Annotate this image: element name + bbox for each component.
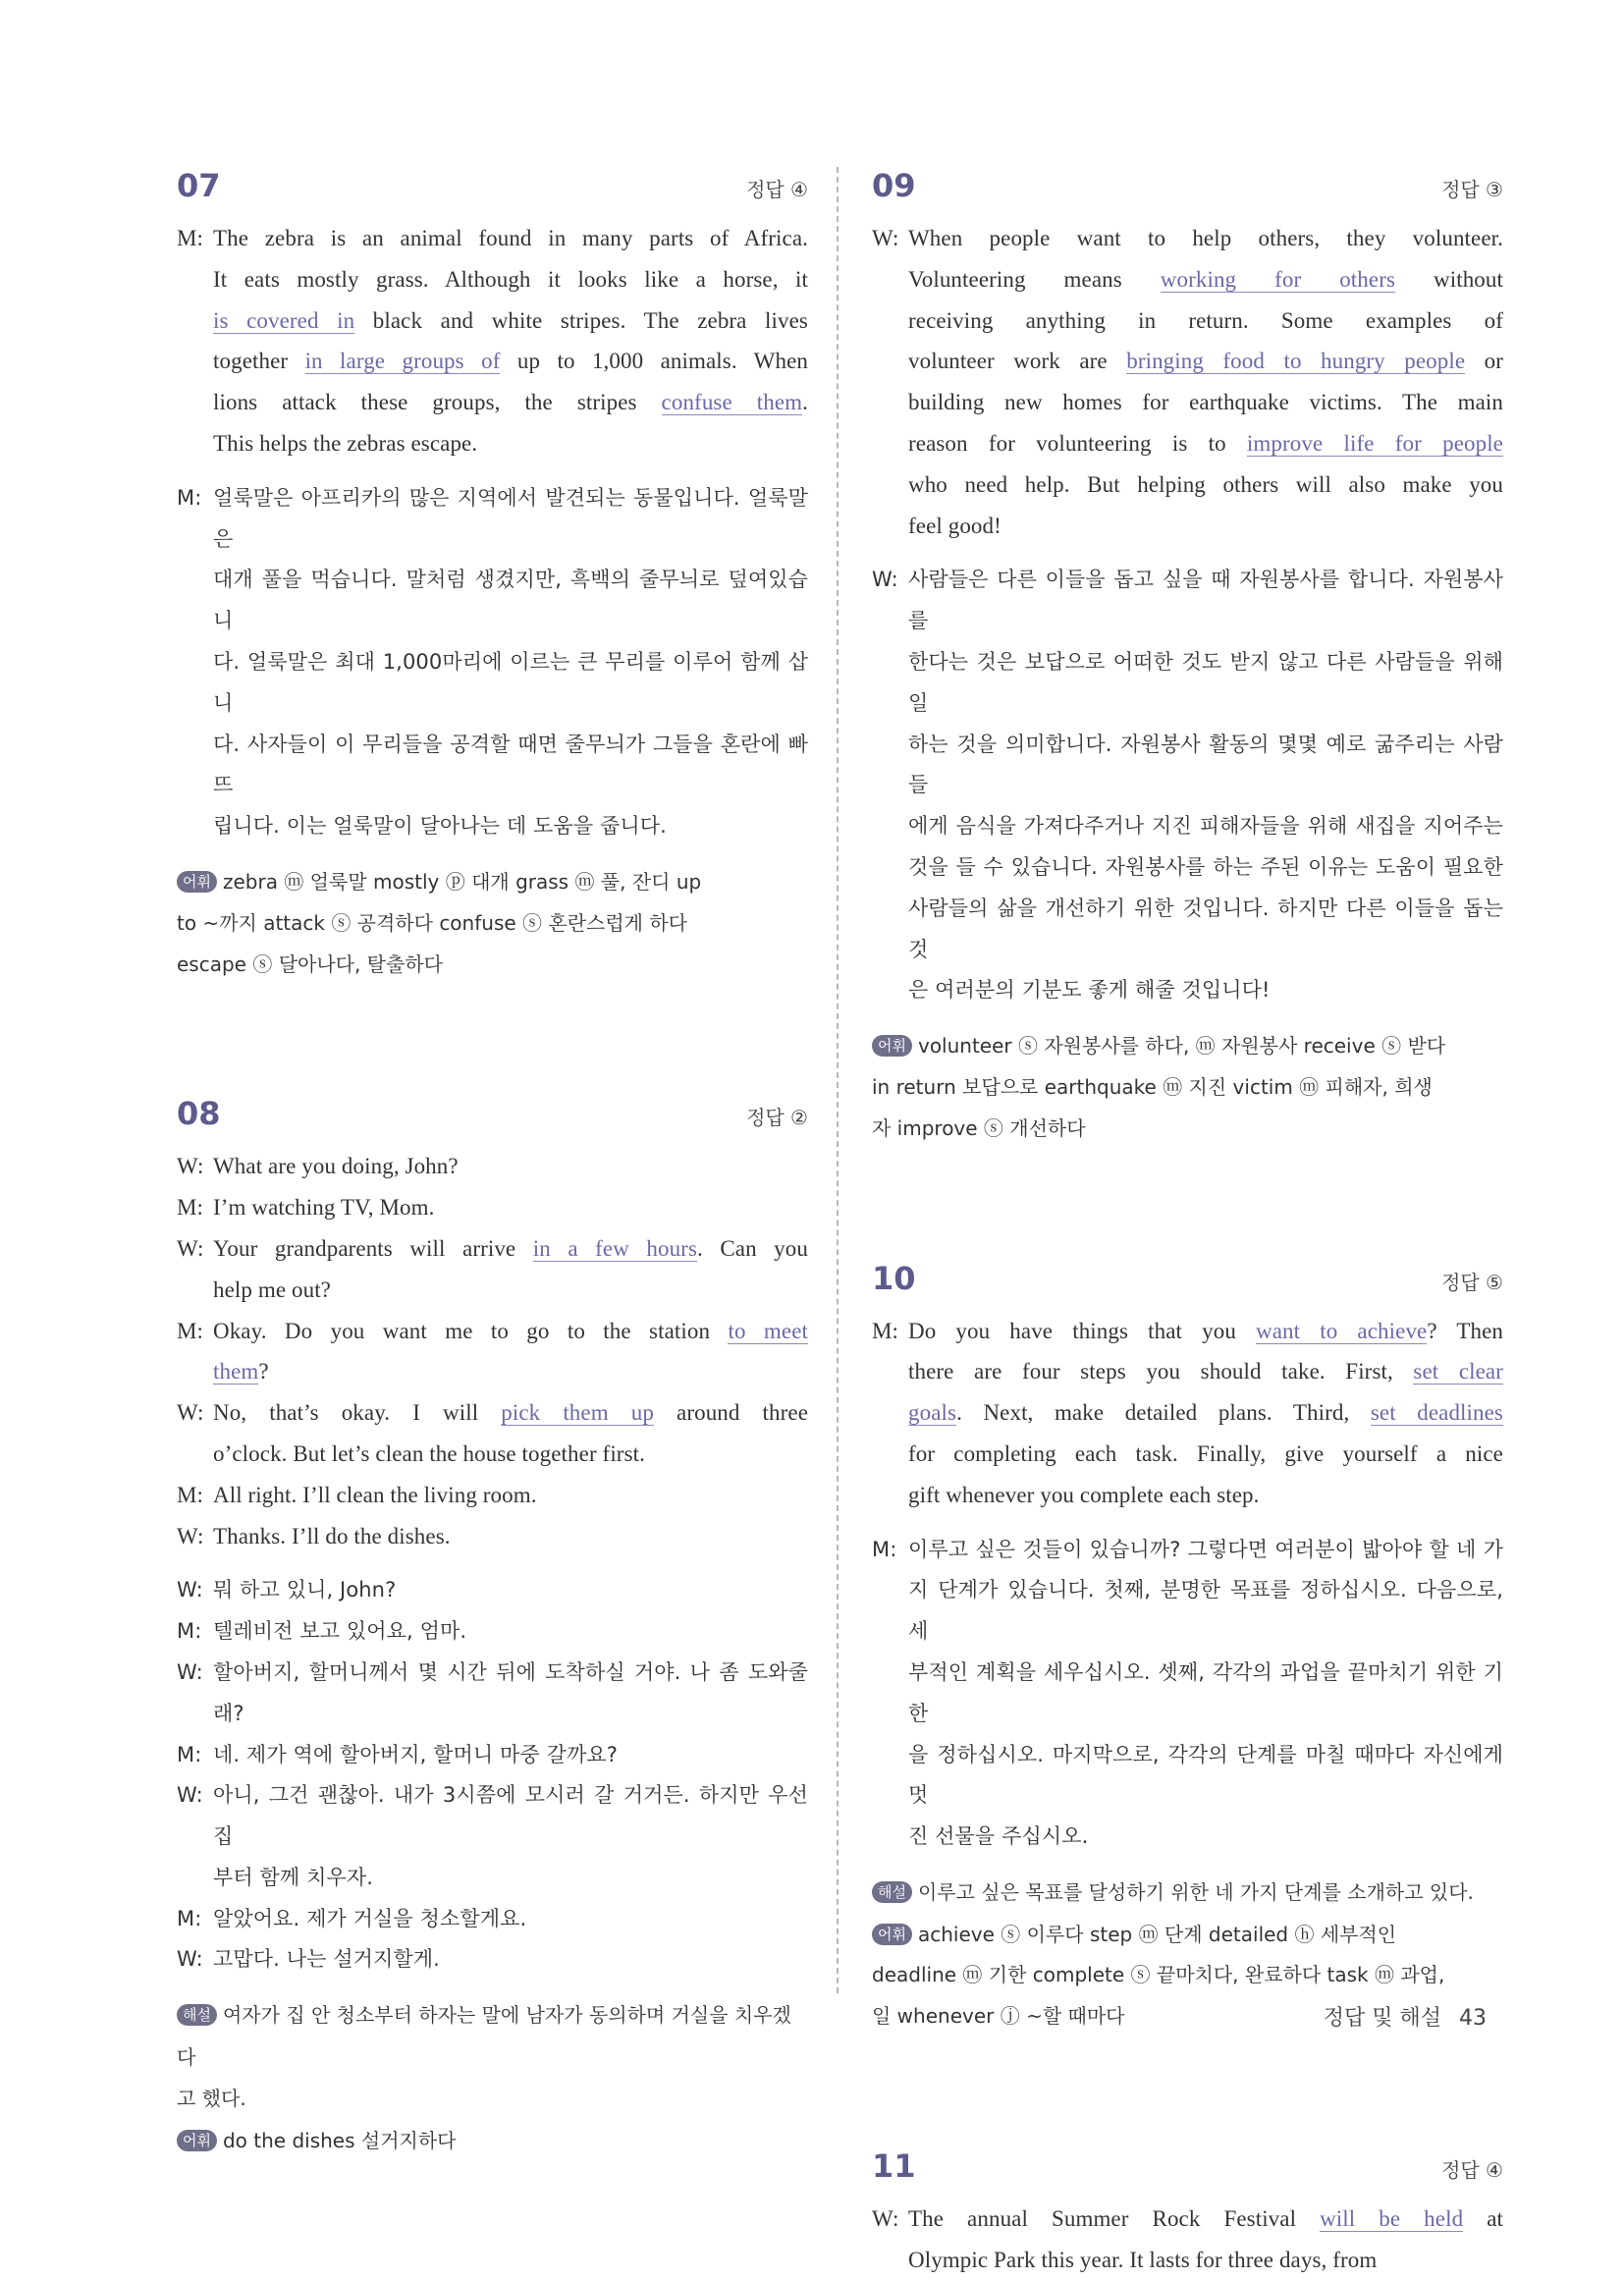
- vocabulary: [177, 861, 808, 985]
- script-line: [872, 1570, 1503, 1653]
- script-line: [872, 1351, 1503, 1392]
- explanation: [177, 1994, 808, 2119]
- blank-answer: set clear: [1413, 1359, 1503, 1385]
- line-text: receiving anything in return. Some examples of: [908, 307, 1503, 333]
- speaker-label: M:: [177, 1318, 204, 1343]
- line-text: Your grandparents will arrive in a few hours. Can you: [213, 1235, 808, 1261]
- line-text: Thanks. I’ll do the dishes.: [213, 1523, 451, 1548]
- speaker-label: [872, 259, 908, 300]
- speaker-label: [872, 889, 908, 971]
- script-line: [177, 1516, 808, 1557]
- right-column: [872, 167, 1503, 2281]
- line-text: for completing each task. Finally, give yourself a nice: [908, 1440, 1503, 1466]
- script-line: [177, 1653, 808, 1735]
- speaker-label: [872, 1653, 908, 1735]
- answer-label: 정답 ③: [1441, 178, 1503, 201]
- script-line: [177, 642, 808, 725]
- script-line: [177, 806, 808, 847]
- blank-answer: working for others: [1160, 266, 1396, 292]
- blank-answer: confuse them: [661, 390, 803, 415]
- line-text: When people want to help others, they volunteer.: [908, 226, 1503, 250]
- answer-label: 정답 ②: [746, 1106, 808, 1130]
- question-number: 09: [872, 167, 916, 204]
- blank-answer: improve life for people: [1246, 430, 1503, 456]
- korean-translation: [177, 478, 808, 847]
- column-divider: [837, 167, 839, 1993]
- script-line: [177, 1858, 808, 1899]
- korean-translation: [872, 560, 1503, 1011]
- script-line: [872, 423, 1503, 464]
- script-line: [177, 341, 808, 382]
- line-text: reason for volunteering is to improve life for people: [908, 430, 1503, 456]
- script-line: [872, 889, 1503, 971]
- line-text: o’clock. But let’s clean the house together first.: [213, 1440, 645, 1466]
- speaker-label: M:: [872, 1318, 899, 1343]
- speaker-label: M:: [177, 226, 204, 250]
- line-text: is covered in black and white stripes. The zebra lives: [213, 307, 808, 333]
- speaker-label: W:: [177, 1235, 204, 1261]
- speaker-label: W:: [872, 2206, 899, 2232]
- script-line: [872, 970, 1503, 1011]
- script-line: [872, 506, 1503, 547]
- speaker-label: W:: [177, 1783, 203, 1808]
- line-text: 립니다. 이는 얼룩말이 달아나는 데 도움을 줍니다.: [213, 814, 667, 839]
- blank-answer: goals: [908, 1400, 957, 1426]
- vocab-line: to ~까지 attack ⓢ 공격하다 confuse ⓢ 혼란스럽게 하다: [177, 910, 687, 935]
- line-text: them?: [213, 1359, 269, 1385]
- question-10: [872, 1260, 1503, 2038]
- line-text: 네. 제가 역에 할아버지, 할머니 마중 갈까요?: [213, 1742, 619, 1766]
- speaker-label: [872, 1475, 908, 1516]
- line-text: 에게 음식을 가져다주거나 지진 피해자들을 위해 새집을 지어주는: [908, 814, 1503, 839]
- page-footer: [1324, 2001, 1487, 2032]
- line-text: 이루고 싶은 것들이 있습니까? 그렇다면 여러분이 밟아야 할 네 가: [908, 1537, 1503, 1561]
- line-text: Do you have things that you want to achieve? Then: [908, 1318, 1504, 1343]
- blank-answer: want to achieve: [1256, 1318, 1428, 1343]
- speaker-label: [177, 1270, 213, 1311]
- explanation-line: 여자가 집 안 청소부터 하자는 말에 남자가 동의하며 거실을 치우겠다: [177, 2003, 791, 2070]
- script-line: [177, 1775, 808, 1858]
- script-line: [872, 725, 1503, 807]
- english-script: [177, 218, 808, 464]
- script-line: [872, 806, 1503, 847]
- script-line: [872, 341, 1503, 382]
- blank-answer: set deadlines: [1370, 1400, 1503, 1426]
- speaker-label: [872, 970, 908, 1011]
- speaker-label: M:: [177, 485, 202, 510]
- speaker-label: M:: [872, 1537, 897, 1561]
- page-number: 43: [1459, 2006, 1487, 2031]
- speaker-label: [177, 725, 213, 807]
- vocab-line: 일 whenever ⓙ ~할 때마다: [872, 2004, 1125, 2029]
- speaker-label: [872, 1434, 908, 1475]
- vocab-line: deadline ⓜ 기한 complete ⓢ 끝마치다, 완료하다 task ⓜ 과업,: [872, 1963, 1445, 1987]
- script-line: [872, 218, 1503, 259]
- speaker-label: [872, 1817, 908, 1858]
- english-script: [872, 1311, 1503, 1516]
- vocab-line: zebra ⓜ 얼룩말 mostly ⓟ 대개 grass ⓜ 풀, 잔디 up: [222, 869, 702, 894]
- question-number: 07: [177, 167, 221, 204]
- vocab-line: do the dishes 설거지하다: [222, 2128, 457, 2152]
- explanation-line: 이루고 싶은 목표를 달성하기 위한 네 가지 단계를 소개하고 있다.: [917, 1879, 1474, 1904]
- script-line: [872, 1530, 1503, 1571]
- speaker-label: [177, 1434, 213, 1475]
- speaker-label: W:: [177, 1659, 203, 1684]
- script-line: [177, 1392, 808, 1434]
- script-line: [872, 560, 1503, 642]
- speaker-label: W:: [872, 226, 899, 250]
- question-08: [177, 1095, 808, 2161]
- speaker-label: M:: [177, 1482, 204, 1507]
- script-line: [872, 1735, 1503, 1818]
- line-text: 은 여러분의 기분도 좋게 해줄 것입니다!: [908, 978, 1271, 1003]
- speaker-label: [177, 341, 213, 382]
- line-text: 다. 얼룩말은 최대 1,000마리에 이르는 큰 무리를 이루어 함께 삽니: [213, 649, 808, 715]
- explanation-tag: 해설: [177, 2004, 217, 2026]
- script-line: [177, 1228, 808, 1270]
- line-text: 대개 풀을 먹습니다. 말처럼 생겼지만, 흑백의 줄무늬로 덮여있습니: [213, 568, 808, 633]
- speaker-label: [872, 506, 908, 547]
- vocabulary: [872, 1025, 1503, 1149]
- line-text: lions attack these groups, the stripes confuse them.: [213, 390, 808, 415]
- script-line: [872, 1475, 1503, 1516]
- speaker-label: [872, 1392, 908, 1434]
- line-text: help me out?: [213, 1276, 331, 1302]
- english-script: [872, 2199, 1503, 2281]
- line-text: 것을 들 수 있습니다. 자원봉사를 하는 주된 이유는 도움이 필요한: [908, 854, 1503, 879]
- script-line: [177, 259, 808, 300]
- left-column: [177, 167, 808, 2161]
- script-line: [177, 1311, 808, 1352]
- question-number: 10: [872, 1259, 916, 1297]
- speaker-label: [872, 300, 908, 342]
- script-line: [177, 1939, 808, 1981]
- vocab-line: achieve ⓢ 이루다 step ⓜ 단계 detailed ⓗ 세부적인: [917, 1922, 1397, 1946]
- script-line: [177, 1611, 808, 1653]
- line-text: Volunteering means working for others without: [908, 266, 1503, 292]
- vocab-line: volunteer ⓢ 자원봉사를 하다, ⓜ 자원봉사 receive ⓢ 받다: [917, 1034, 1446, 1059]
- line-text: It eats mostly grass. Although it looks like a horse, it: [213, 266, 808, 292]
- speaker-label: [872, 847, 908, 889]
- line-text: feel good!: [908, 513, 1001, 538]
- line-text: 뭐 하고 있니, John?: [213, 1578, 397, 1602]
- explanation: [872, 1872, 1503, 1914]
- blank-answer: in large groups of: [304, 349, 501, 374]
- question-number: 08: [177, 1095, 221, 1133]
- script-line: [872, 382, 1503, 423]
- speaker-label: [177, 1351, 213, 1392]
- line-text: gift whenever you complete each step.: [908, 1482, 1260, 1507]
- vocab-line: in return 보답으로 earthquake ⓜ 지진 victim ⓜ 피해자, 희생: [872, 1074, 1433, 1099]
- blank-answer: them: [213, 1359, 259, 1385]
- script-line: [177, 1187, 808, 1228]
- script-line: [177, 300, 808, 342]
- speaker-label: [177, 259, 213, 300]
- speaker-label: [872, 464, 908, 506]
- line-text: building new homes for earthquake victims. The main: [908, 390, 1503, 415]
- script-line: [872, 847, 1503, 889]
- script-line: [177, 1570, 808, 1611]
- line-text: All right. I’ll clean the living room.: [213, 1482, 537, 1507]
- speaker-label: [872, 642, 908, 725]
- line-text: there are four steps you should take. First, set clear: [908, 1359, 1503, 1385]
- line-text: The annual Summer Rock Festival will be held at: [908, 2206, 1503, 2232]
- line-text: Olympic Park this year. It lasts for three days, from: [908, 2247, 1378, 2272]
- explanation-line: 고 했다.: [177, 2086, 246, 2110]
- line-text: 다. 사자들이 이 무리들을 공격할 때면 줄무늬가 그들을 혼란에 빠뜨: [213, 732, 808, 797]
- script-line: [177, 1735, 808, 1776]
- line-text: The zebra is an animal found in many parts of Africa.: [213, 226, 808, 250]
- script-line: [177, 1434, 808, 1475]
- script-line: [177, 1146, 808, 1187]
- speaker-label: [177, 300, 213, 342]
- question-number: 11: [872, 2147, 916, 2186]
- line-text: This helps the zebras escape.: [213, 430, 478, 456]
- script-line: [177, 1475, 808, 1516]
- line-text: 사람들은 다른 이들을 돕고 싶을 때 자원봉사를 합니다. 자원봉사를: [908, 568, 1503, 633]
- korean-translation: [872, 1530, 1503, 1858]
- english-script: [177, 1146, 808, 1556]
- speaker-label: [177, 806, 213, 847]
- speaker-label: W:: [177, 1578, 203, 1602]
- speaker-label: [177, 560, 213, 642]
- question-11: [872, 2147, 1503, 2281]
- script-line: [872, 1392, 1503, 1434]
- line-text: 한다는 것은 보답으로 어떠한 것도 받지 않고 다른 사람들을 위해 일: [908, 649, 1503, 715]
- line-text: What are you doing, John?: [213, 1154, 459, 1179]
- vocab-tag: 어휘: [177, 871, 217, 893]
- script-line: [177, 218, 808, 259]
- speaker-label: W:: [177, 1947, 203, 1972]
- script-line: [872, 259, 1503, 300]
- speaker-label: M:: [177, 1742, 202, 1766]
- script-line: [177, 1351, 808, 1392]
- blank-answer: pick them up: [501, 1400, 654, 1426]
- speaker-label: [872, 806, 908, 847]
- script-line: [872, 1434, 1503, 1475]
- korean-translation: [177, 1570, 808, 1981]
- script-line: [177, 382, 808, 423]
- script-line: [177, 478, 808, 561]
- script-line: [177, 1899, 808, 1940]
- speaker-label: [872, 382, 908, 423]
- speaker-label: [872, 423, 908, 464]
- line-text: volunteer work are bringing food to hungry people or: [908, 349, 1503, 374]
- script-line: [872, 300, 1503, 342]
- line-text: 고맙다. 나는 설거지할게.: [213, 1947, 440, 1972]
- line-text: 부적인 계획을 세우십시오. 셋째, 각각의 과업을 끝마치기 위한 기한: [908, 1659, 1503, 1725]
- question-07: [177, 167, 808, 985]
- line-text: 부터 함께 치우자.: [213, 1865, 374, 1889]
- speaker-label: [872, 341, 908, 382]
- script-line: [872, 1311, 1503, 1352]
- line-text: 을 정하십시오. 마지막으로, 각각의 단계를 마칠 때마다 자신에게 멋: [908, 1742, 1503, 1808]
- line-text: who need help. But helping others will also make you: [908, 471, 1503, 497]
- speaker-label: M:: [177, 1906, 202, 1930]
- answer-label: 정답 ④: [746, 178, 808, 201]
- line-text: 진 선물을 주십시오.: [908, 1824, 1089, 1849]
- speaker-label: [177, 1858, 213, 1899]
- line-text: 사람들의 삶을 개선하기 위한 것입니다. 하지만 다른 이들을 돕는 것: [908, 896, 1503, 961]
- speaker-label: [872, 1351, 908, 1392]
- vocab-tag: 어휘: [872, 1924, 912, 1945]
- speaker-label: [872, 1735, 908, 1818]
- speaker-label: [177, 642, 213, 725]
- script-line: [872, 1817, 1503, 1858]
- speaker-label: [872, 2240, 908, 2281]
- blank-answer: to meet: [728, 1318, 808, 1343]
- script-line: [177, 725, 808, 807]
- question-09: [872, 167, 1503, 1150]
- speaker-label: M:: [177, 1195, 204, 1221]
- speaker-label: M:: [177, 1619, 202, 1644]
- explanation-tag: 해설: [872, 1881, 912, 1903]
- speaker-label: W:: [177, 1523, 204, 1548]
- vocab-line: 자 improve ⓢ 개선하다: [872, 1115, 1086, 1140]
- line-text: 지 단계가 있습니다. 첫째, 분명한 목표를 정하십시오. 다음으로, 세: [908, 1578, 1503, 1644]
- script-line: [872, 464, 1503, 506]
- footer-section: 정답 및 해설: [1323, 2006, 1441, 2031]
- speaker-label: [872, 725, 908, 807]
- blank-answer: is covered in: [213, 307, 355, 333]
- blank-answer: bringing food to hungry people: [1126, 349, 1466, 374]
- line-text: 하는 것을 의미합니다. 자원봉사 활동의 몇몇 예로 굶주리는 사람들: [908, 732, 1503, 797]
- line-text: 할아버지, 할머니께서 몇 시간 뒤에 도착하실 거야. 나 좀 도와줄래?: [213, 1659, 808, 1725]
- blank-answer: will be held: [1320, 2206, 1464, 2232]
- speaker-label: W:: [177, 1400, 204, 1426]
- line-text: together in large groups of up to 1,000 animals. When: [213, 349, 808, 374]
- answer-label: 정답 ⑤: [1441, 1270, 1503, 1294]
- script-line: [872, 2240, 1503, 2281]
- line-text: No, that’s okay. I will pick them up around three: [213, 1400, 809, 1426]
- speaker-label: W:: [177, 1154, 204, 1179]
- line-text: Okay. Do you want me to go to the station to meet: [213, 1318, 808, 1343]
- script-line: [872, 1653, 1503, 1735]
- vocab-line: escape ⓢ 달아나다, 탈출하다: [177, 951, 443, 976]
- script-line: [177, 560, 808, 642]
- speaker-label: [177, 423, 213, 464]
- vocab-tag: 어휘: [177, 2130, 217, 2151]
- line-text: 텔레비전 보고 있어요, 엄마.: [213, 1619, 467, 1644]
- speaker-label: [872, 1570, 908, 1653]
- blank-answer: in a few hours: [532, 1235, 697, 1261]
- speaker-label: W:: [872, 568, 898, 592]
- english-script: [872, 218, 1503, 546]
- script-line: [872, 2199, 1503, 2240]
- script-line: [872, 642, 1503, 725]
- script-line: [177, 1270, 808, 1311]
- line-text: 얼룩말은 아프리카의 많은 지역에서 발견되는 동물입니다. 얼룩말은: [213, 485, 808, 551]
- line-text: I’m watching TV, Mom.: [213, 1195, 435, 1221]
- line-text: 알았어요. 제가 거실을 청소할게요.: [213, 1906, 527, 1930]
- speaker-label: [177, 382, 213, 423]
- vocabulary: [177, 2120, 808, 2162]
- script-line: [177, 423, 808, 464]
- vocab-tag: 어휘: [872, 1035, 912, 1057]
- line-text: goals. Next, make detailed plans. Third, set deadlines: [908, 1400, 1503, 1426]
- line-text: 아니, 그건 괜찮아. 내가 3시쯤에 모시러 갈 거거든. 하지만 우선 집: [213, 1783, 808, 1849]
- answer-label: 정답 ④: [1441, 2158, 1503, 2183]
